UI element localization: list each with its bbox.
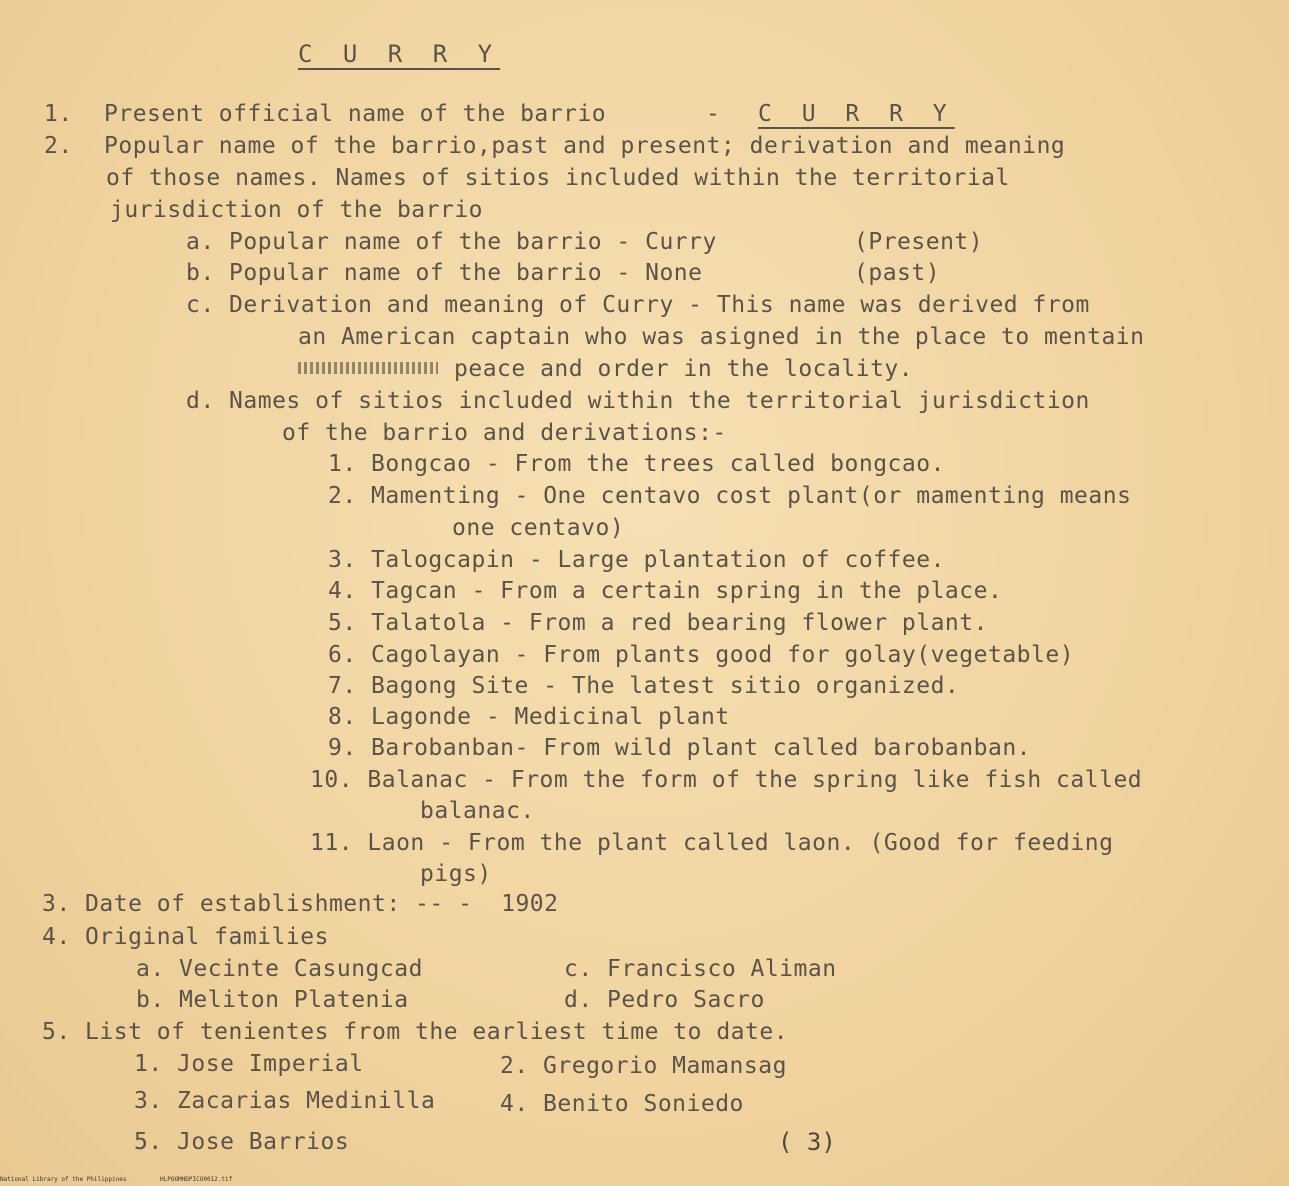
item-2-line-1: Popular name of the barrio,past and present; derivation and meaning (104, 133, 1066, 159)
item-2d-line-2: of the barrio and derivations:- (282, 420, 727, 446)
item-1-number: 1. (44, 101, 73, 127)
item-2-line-2: of those names. Names of sitios included within the territorial (106, 165, 1010, 191)
item-2-line-3: jurisdiction of the barrio (110, 197, 484, 223)
family-c: c. Francisco Aliman (564, 956, 837, 982)
teniente-5: 5. Jose Barrios (134, 1129, 350, 1155)
sitio-10-line-2: balanac. (420, 798, 535, 824)
sitio-6: 6. Cagolayan - From plants good for golay(vegetable) (328, 642, 1075, 668)
teniente-1: 1. Jose Imperial (134, 1051, 364, 1077)
item-1-value: C U R R Y (758, 101, 955, 127)
item-1-text: Present official name of the barrio (104, 101, 607, 127)
page-number: ( 3) (778, 1128, 836, 1156)
document-title: C U R R Y (298, 40, 501, 68)
item-2a-note: (Present) (854, 229, 984, 255)
item-2c-line-3: peace and order in the locality. (454, 356, 914, 382)
family-d: d. Pedro Sacro (564, 987, 765, 1013)
teniente-3: 3. Zacarias Medinilla (134, 1088, 436, 1114)
teniente-4: 4. Benito Soniedo (500, 1091, 744, 1117)
struck-out-text (298, 362, 438, 374)
teniente-2: 2. Gregorio Mamansag (500, 1053, 787, 1079)
item-5: 5. List of tenientes from the earliest time to date. (42, 1019, 789, 1045)
sitio-4: 4. Tagcan - From a certain spring in the place. (328, 578, 1003, 604)
sitio-9: 9. Barobanban- From wild plant called barobanban. (328, 735, 1032, 761)
item-2a: a. Popular name of the barrio - Curry (186, 229, 717, 255)
footer-filename: HLPOOMHDPICO0012.tif (160, 1176, 233, 1183)
item-4: 4. Original families (42, 924, 329, 950)
sitio-10-line-1: 10. Balanac - From the form of the spring like fish called (310, 767, 1143, 793)
footer-source: National Library of the Philippines (0, 1176, 127, 1183)
sitio-11-line-2: pigs) (420, 861, 492, 887)
family-a: a. Vecinte Casungcad (136, 956, 423, 982)
sitio-2-line-2: one centavo) (452, 515, 625, 541)
sitio-5: 5. Talatola - From a red bearing flower plant. (328, 610, 988, 636)
item-2b: b. Popular name of the barrio - None (186, 260, 703, 286)
sitio-1: 1. Bongcao - From the trees called bongcao. (328, 451, 945, 477)
sitio-3: 3. Talogcapin - Large plantation of coffee. (328, 547, 945, 573)
sitio-11-line-1: 11. Laon - From the plant called laon. (Good for feeding (310, 830, 1114, 856)
sitio-8: 8. Lagonde - Medicinal plant (328, 704, 730, 730)
item-2c-line-1: c. Derivation and meaning of Curry - This name was derived from (186, 292, 1090, 318)
item-2d-line-1: d. Names of sitios included within the territorial jurisdiction (186, 388, 1090, 414)
item-2b-note: (past) (854, 260, 941, 286)
sitio-7: 7. Bagong Site - The latest sitio organized. (328, 673, 960, 699)
item-1-dash: - (706, 101, 721, 127)
item-2c-line-2: an American captain who was asigned in the place to mentain (298, 324, 1145, 350)
sitio-2-line-1: 2. Mamenting - One centavo cost plant(or mamenting means (328, 483, 1132, 509)
item-3: 3. Date of establishment: -- - 1902 (42, 891, 559, 917)
item-2-number: 2. (44, 133, 73, 159)
family-b: b. Meliton Platenia (136, 987, 409, 1013)
